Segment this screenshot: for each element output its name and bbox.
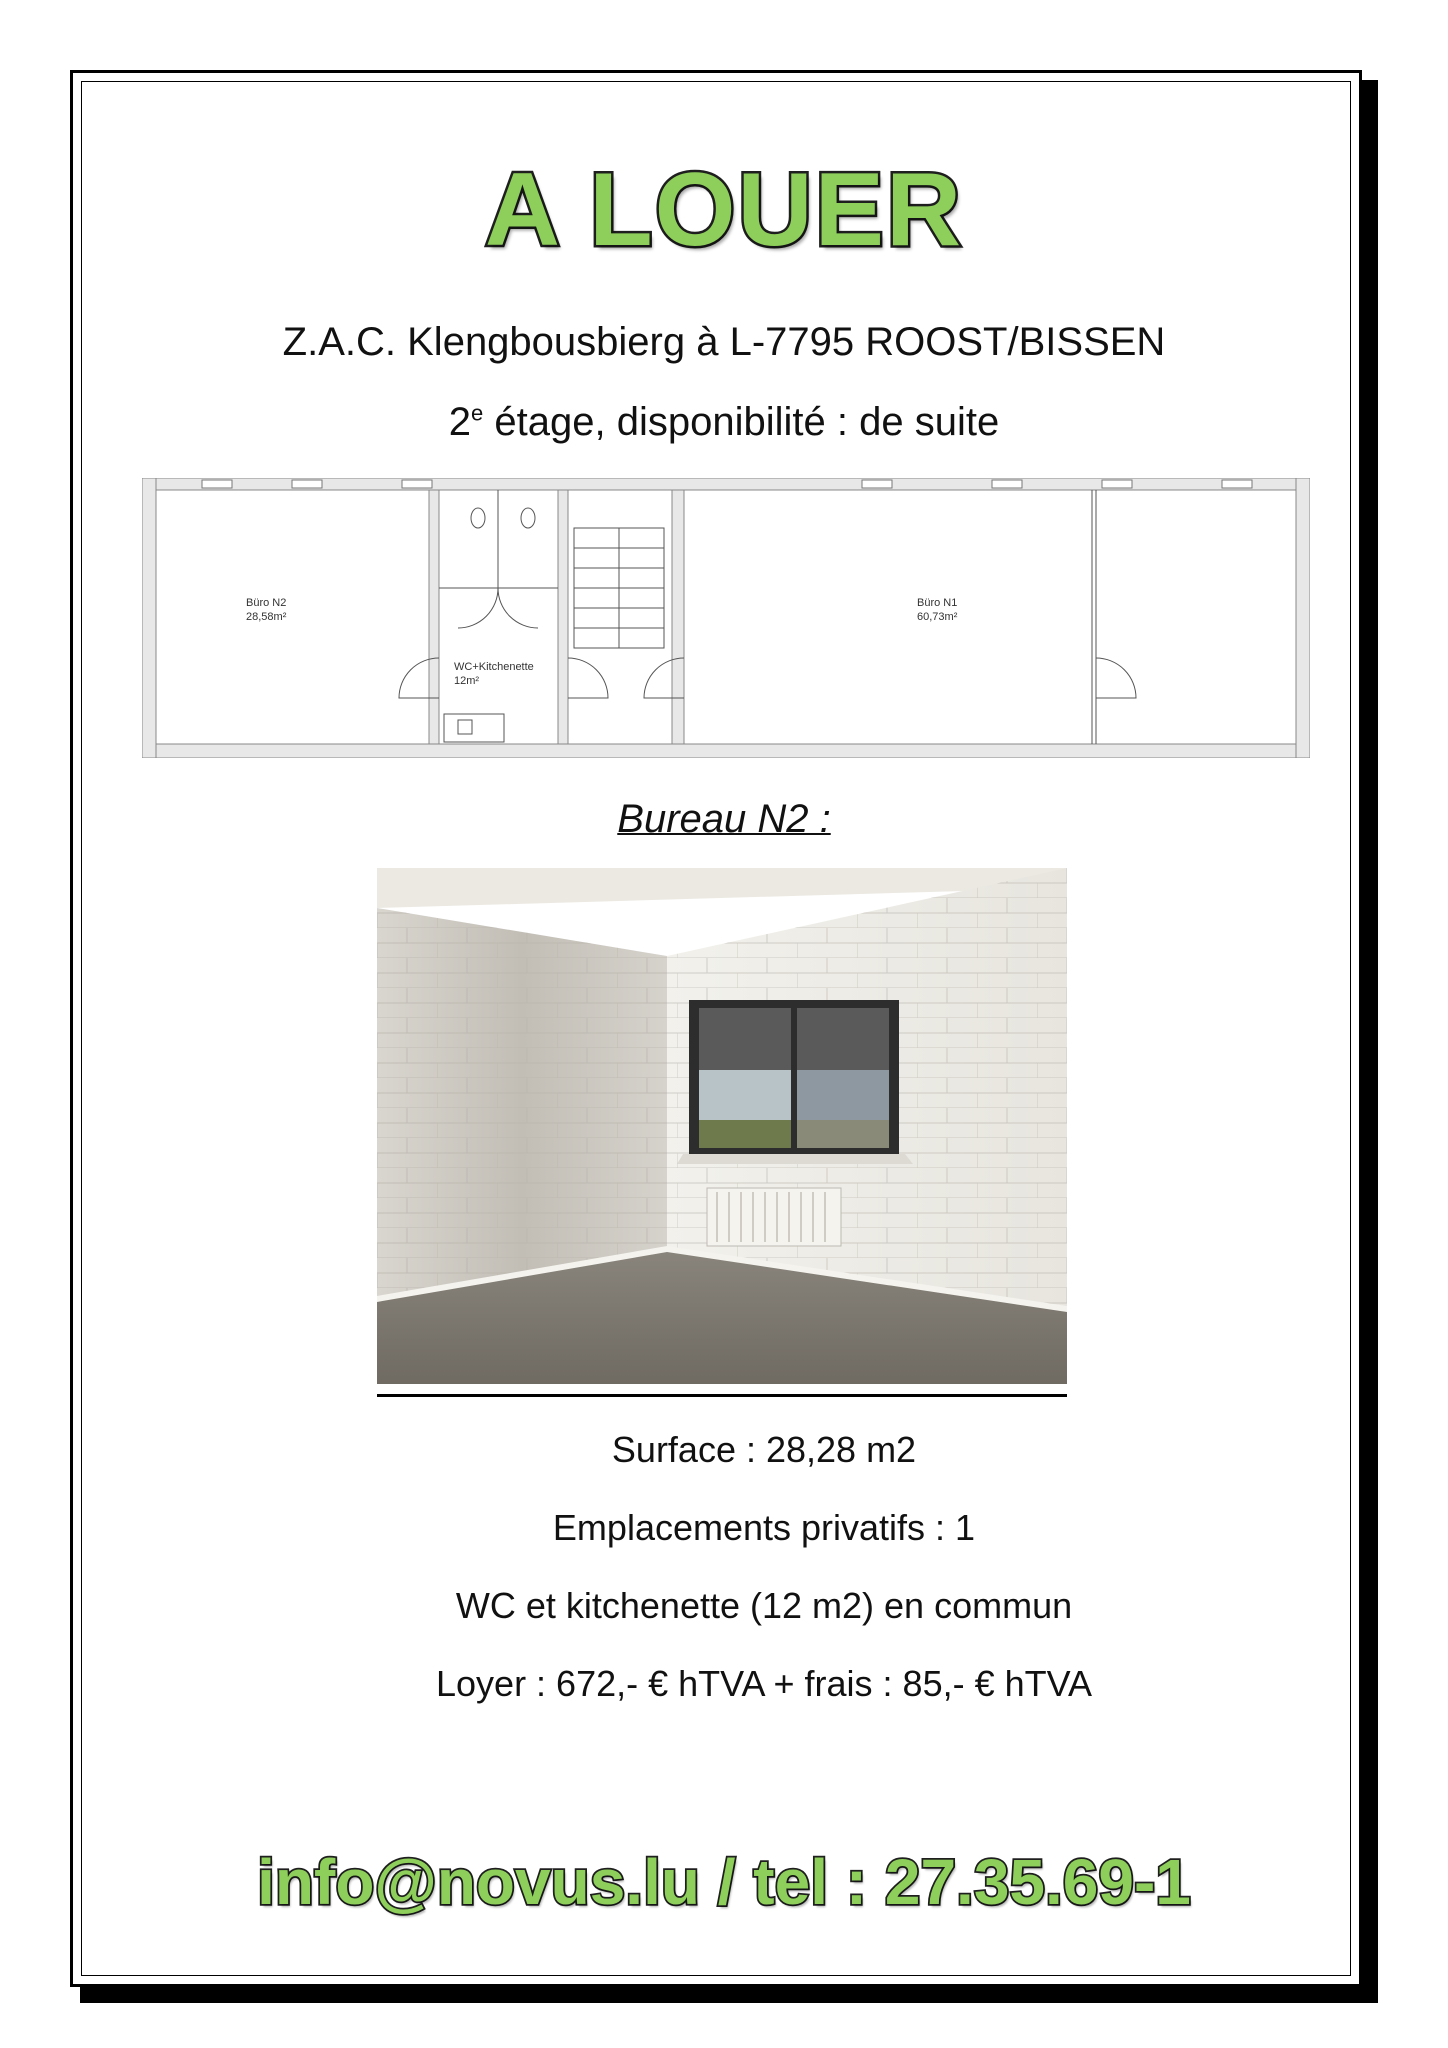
room-right-name: Büro N1: [917, 597, 958, 609]
detail-rent: Loyer : 672,- € hTVA + frais : 85,- € hTVA: [436, 1663, 1092, 1704]
room-middle-name: WC+Kitchenette: [454, 661, 534, 673]
address: Z.A.C. Klengbousbierg à L-7795 ROOST/BISSEN: [282, 320, 1166, 364]
photo-underline: [377, 1394, 1067, 1397]
detail-parking: Emplacements privatifs : 1: [552, 1507, 976, 1548]
detail-shared: WC et kitchenette (12 m2) en commun: [455, 1585, 1073, 1626]
contact-info[interactable]: info@novus.lu / tel : 27.35.69-1: [257, 1846, 1191, 1918]
detail-surface: Surface : 28,28 m2: [611, 1429, 917, 1470]
office-photo: [377, 868, 1067, 1384]
room-left-area: 28,58m²: [246, 611, 287, 623]
room-right-area: 60,73m²: [917, 611, 958, 623]
room-left-name: Büro N2: [246, 597, 287, 609]
floor-plan: [142, 478, 1310, 758]
headline: A LOUER: [484, 152, 964, 268]
section-title-text: Bureau N2 :: [617, 797, 831, 841]
floor-text: étage, disponibilité : de suite: [483, 400, 1000, 444]
floor-availability: [0, 398, 1448, 446]
room-middle-area: 12m²: [454, 675, 480, 687]
floor-superscript: e: [471, 400, 484, 426]
section-title: [0, 795, 1448, 843]
floor-number: 2: [448, 400, 472, 444]
